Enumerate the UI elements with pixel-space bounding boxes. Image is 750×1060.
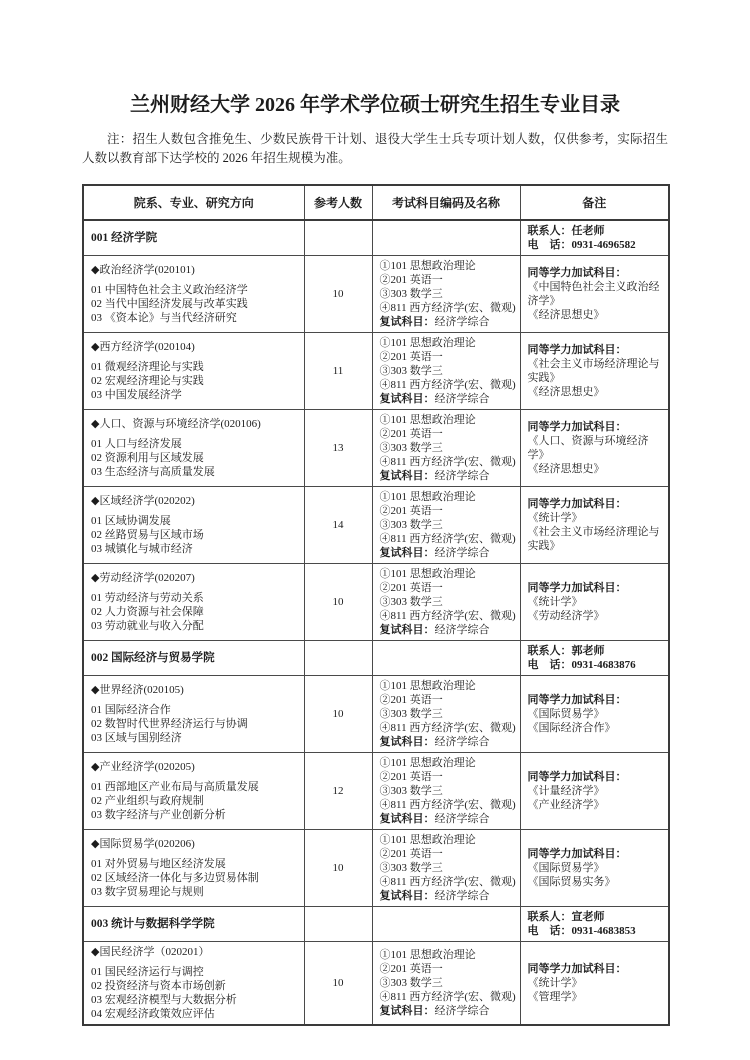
program-row xyxy=(83,333,669,410)
department-row xyxy=(83,907,669,942)
exam-subject: ③303 数学三 xyxy=(379,708,443,720)
subjects-cell xyxy=(372,907,520,942)
remark-item: 《统计学》 xyxy=(527,512,583,524)
program-row xyxy=(83,487,669,564)
retest-value: 经济学综合 xyxy=(434,393,490,405)
program-name: ◆区域经济学(020202) xyxy=(91,495,195,507)
remark-cell xyxy=(520,907,669,942)
exam-subject: ②201 英语一 xyxy=(379,505,443,517)
exam-subject: ①101 思想政治理论 xyxy=(379,491,476,503)
program-cell xyxy=(83,410,304,487)
remark-cell xyxy=(520,410,669,487)
department-row xyxy=(83,641,669,676)
program-cell xyxy=(83,487,304,564)
program-name: ◆人口、资源与环境经济学(020106) xyxy=(91,418,261,430)
remark-cell xyxy=(520,333,669,410)
exam-subject: ③303 数学三 xyxy=(379,442,443,454)
research-direction: 02 数智时代世界经济运行与协调 xyxy=(91,718,248,730)
remark-item: 《国际贸易实务》 xyxy=(527,876,616,888)
research-direction: 02 当代中国经济发展与改革实践 xyxy=(91,298,248,310)
contact-phone: 电 话：0931-4683853 xyxy=(527,925,636,937)
remark-title: 同等学力加试科目： xyxy=(527,848,627,860)
remark-item: 《社会主义市场经济理论与实践》 xyxy=(527,358,660,384)
exam-subject: ④811 西方经济学(宏、微观) xyxy=(379,533,516,545)
research-direction: 01 中国特色社会主义政治经济学 xyxy=(91,284,248,296)
research-direction: 02 宏观经济理论与实践 xyxy=(91,375,204,387)
program-row xyxy=(83,753,669,830)
retest-subject-line xyxy=(380,546,513,560)
program-cell xyxy=(83,333,304,410)
research-direction: 03 城镇化与城市经济 xyxy=(91,543,193,555)
exam-subject: ③303 数学三 xyxy=(379,365,443,377)
admission-catalog-table xyxy=(82,184,670,1026)
retest-subject-line xyxy=(380,469,513,483)
program-row xyxy=(83,564,669,641)
program-name: ◆政治经济学(020101) xyxy=(91,264,195,276)
retest-value: 经济学综合 xyxy=(434,470,490,482)
subjects-cell xyxy=(372,564,520,641)
research-direction: 02 人力资源与社会保障 xyxy=(91,606,204,618)
remark-title: 同等学力加试科目： xyxy=(527,582,627,594)
count-cell xyxy=(304,907,372,942)
exam-subject: ②201 英语一 xyxy=(379,351,443,363)
exam-subject: ③303 数学三 xyxy=(379,288,443,300)
remark-title: 同等学力加试科目： xyxy=(527,694,627,706)
exam-subject: ④811 西方经济学(宏、微观) xyxy=(379,302,516,314)
count-cell xyxy=(304,256,372,333)
remark-title: 同等学力加试科目： xyxy=(527,421,627,433)
reference-count: 10 xyxy=(332,708,344,720)
contact-person: 联系人：郭老师 xyxy=(527,645,605,657)
column-header-remark: 备注 xyxy=(520,185,669,220)
retest-subject-line xyxy=(380,315,513,329)
research-direction: 01 劳动经济与劳动关系 xyxy=(91,592,204,604)
contact-person: 联系人：宣老师 xyxy=(527,911,605,923)
exam-subject: ①101 思想政治理论 xyxy=(379,680,476,692)
table-header xyxy=(83,185,669,220)
retest-subject-line xyxy=(380,623,513,637)
reference-count: 10 xyxy=(332,596,344,608)
research-direction: 01 人口与经济发展 xyxy=(91,438,182,450)
exam-subject: ①101 思想政治理论 xyxy=(379,260,476,272)
exam-subject: ②201 英语一 xyxy=(379,963,443,975)
program-row xyxy=(83,676,669,753)
reference-count: 10 xyxy=(332,977,344,989)
reference-count: 12 xyxy=(332,785,344,797)
header-row xyxy=(83,185,669,220)
column-header-subjects: 考试科目编码及名称 xyxy=(372,185,520,220)
subjects-cell xyxy=(372,487,520,564)
count-cell xyxy=(304,676,372,753)
exam-subject: ②201 英语一 xyxy=(379,694,443,706)
program-cell xyxy=(83,753,304,830)
research-direction: 03 数字贸易理论与规则 xyxy=(91,886,204,898)
retest-label: 复试科目： xyxy=(379,1005,435,1017)
retest-label: 复试科目： xyxy=(379,736,435,748)
count-cell xyxy=(304,830,372,907)
research-direction: 02 资源利用与区域发展 xyxy=(91,452,204,464)
research-direction: 01 对外贸易与地区经济发展 xyxy=(91,858,226,870)
program-name: ◆国际贸易学(020206) xyxy=(91,838,195,850)
reference-count: 10 xyxy=(332,862,344,874)
column-header-count: 参考人数 xyxy=(304,185,372,220)
exam-subject: ①101 思想政治理论 xyxy=(379,414,476,426)
remark-title: 同等学力加试科目： xyxy=(527,963,627,975)
retest-label: 复试科目： xyxy=(379,547,435,559)
program-name: ◆国民经济学（020201） xyxy=(91,946,210,958)
count-cell xyxy=(304,333,372,410)
department-name-cell xyxy=(83,641,304,676)
count-cell xyxy=(304,220,372,256)
department-name-cell xyxy=(83,220,304,256)
remark-item: 《国际经济合作》 xyxy=(527,722,616,734)
exam-subject: ③303 数学三 xyxy=(379,596,443,608)
retest-label: 复试科目： xyxy=(379,890,435,902)
department-name: 001 经济学院 xyxy=(91,232,158,244)
subjects-cell xyxy=(372,830,520,907)
contact-person: 联系人：任老师 xyxy=(527,225,605,237)
exam-subject: ④811 西方经济学(宏、微观) xyxy=(379,379,516,391)
remark-cell xyxy=(520,641,669,676)
count-cell xyxy=(304,753,372,830)
research-direction: 03 区域与国别经济 xyxy=(91,732,182,744)
remark-item: 《国际贸易学》 xyxy=(527,708,605,720)
exam-subject: ③303 数学三 xyxy=(379,862,443,874)
retest-value: 经济学综合 xyxy=(434,624,490,636)
research-direction: 01 西部地区产业布局与高质量发展 xyxy=(91,781,259,793)
program-name: ◆劳动经济学(020207) xyxy=(91,572,195,584)
retest-subject-line xyxy=(380,812,513,826)
remark-item: 《国际贸易学》 xyxy=(527,862,605,874)
count-cell xyxy=(304,564,372,641)
department-row xyxy=(83,220,669,256)
retest-value: 经济学综合 xyxy=(434,316,490,328)
count-cell xyxy=(304,641,372,676)
remark-cell xyxy=(520,942,669,1026)
program-name: ◆西方经济学(020104) xyxy=(91,341,195,353)
research-direction: 01 微观经济理论与实践 xyxy=(91,361,204,373)
reference-count: 11 xyxy=(332,365,344,377)
subjects-cell xyxy=(372,641,520,676)
retest-label: 复试科目： xyxy=(379,316,435,328)
department-name: 003 统计与数据科学学院 xyxy=(91,918,215,930)
department-name-cell xyxy=(83,907,304,942)
retest-label: 复试科目： xyxy=(379,624,435,636)
retest-value: 经济学综合 xyxy=(434,547,490,559)
reference-count: 13 xyxy=(332,442,344,454)
remark-item: 《社会主义市场经济理论与实践》 xyxy=(527,526,660,552)
exam-subject: ④811 西方经济学(宏、微观) xyxy=(379,456,516,468)
research-direction: 03 劳动就业与收入分配 xyxy=(91,620,204,632)
exam-subject: ④811 西方经济学(宏、微观) xyxy=(379,876,516,888)
exam-subject: ②201 英语一 xyxy=(379,582,443,594)
exam-subject: ①101 思想政治理论 xyxy=(379,834,476,846)
research-direction: 01 区域协调发展 xyxy=(91,515,171,527)
retest-value: 经济学综合 xyxy=(434,1005,490,1017)
count-cell xyxy=(304,487,372,564)
count-cell xyxy=(304,942,372,1026)
exam-subject: ④811 西方经济学(宏、微观) xyxy=(379,610,516,622)
page-title: 兰州财经大学 2026 年学术学位硕士研究生招生专业目录 xyxy=(130,94,620,116)
remark-item: 《计量经济学》 xyxy=(527,785,605,797)
research-direction: 03 数字经济与产业创新分析 xyxy=(91,809,226,821)
retest-subject-line xyxy=(380,392,513,406)
exam-subject: ②201 英语一 xyxy=(379,428,443,440)
subjects-cell xyxy=(372,220,520,256)
exam-subject: ④811 西方经济学(宏、微观) xyxy=(379,722,516,734)
research-direction: 03 中国发展经济学 xyxy=(91,389,182,401)
retest-value: 经济学综合 xyxy=(434,813,490,825)
research-direction: 04 宏观经济政策效应评估 xyxy=(91,1008,215,1020)
exam-subject: ②201 英语一 xyxy=(379,771,443,783)
program-row xyxy=(83,942,669,1026)
column-header-department: 院系、专业、研究方向 xyxy=(83,185,304,220)
exam-subject: ②201 英语一 xyxy=(379,274,443,286)
program-name: ◆产业经济学(020205) xyxy=(91,761,195,773)
retest-subject-line xyxy=(380,889,513,903)
research-direction: 01 国际经济合作 xyxy=(91,704,171,716)
exam-subject: ③303 数学三 xyxy=(379,519,443,531)
research-direction: 02 投资经济与资本市场创新 xyxy=(91,980,226,992)
note-paragraph: 注：招生人数包含推免生、少数民族骨干计划、退役大学生士兵专项计划人数，仅供参考，实际招生人数以教育部下达学校的 2026 年招生规模为准。 xyxy=(82,132,668,165)
contact-phone: 电 话：0931-4696582 xyxy=(527,239,636,251)
exam-subject: ④811 西方经济学(宏、微观) xyxy=(379,799,516,811)
research-direction: 03 《资本论》与当代经济研究 xyxy=(91,312,237,324)
exam-subject: ②201 英语一 xyxy=(379,848,443,860)
program-cell xyxy=(83,564,304,641)
remark-cell xyxy=(520,676,669,753)
program-cell xyxy=(83,830,304,907)
remark-item: 《人口、资源与环境经济学》 xyxy=(527,435,649,461)
table-body xyxy=(83,220,669,1025)
remark-cell xyxy=(520,487,669,564)
remark-cell xyxy=(520,753,669,830)
subjects-cell xyxy=(372,753,520,830)
remark-item: 《管理学》 xyxy=(527,991,583,1003)
remark-item: 《产业经济学》 xyxy=(527,799,605,811)
research-direction: 03 生态经济与高质量发展 xyxy=(91,466,215,478)
reference-count: 10 xyxy=(332,288,344,300)
remark-title: 同等学力加试科目： xyxy=(527,267,627,279)
research-direction: 03 宏观经济模型与大数据分析 xyxy=(91,994,237,1006)
retest-value: 经济学综合 xyxy=(434,736,490,748)
exam-subject: ①101 思想政治理论 xyxy=(379,337,476,349)
program-cell xyxy=(83,676,304,753)
remark-item: 《经济思想史》 xyxy=(527,309,605,321)
program-name: ◆世界经济(020105) xyxy=(91,684,184,696)
reference-count: 14 xyxy=(332,519,344,531)
subjects-cell xyxy=(372,256,520,333)
research-direction: 02 丝路贸易与区域市场 xyxy=(91,529,204,541)
count-cell xyxy=(304,410,372,487)
exam-subject: ①101 思想政治理论 xyxy=(379,568,476,580)
remark-cell xyxy=(520,256,669,333)
research-direction: 02 区域经济一体化与多边贸易体制 xyxy=(91,872,259,884)
exam-subject: ①101 思想政治理论 xyxy=(379,757,476,769)
program-cell xyxy=(83,256,304,333)
exam-subject: ③303 数学三 xyxy=(379,977,443,989)
remark-cell xyxy=(520,564,669,641)
research-direction: 01 国民经济运行与调控 xyxy=(91,966,204,978)
exam-subject: ①101 思想政治理论 xyxy=(379,949,476,961)
program-row xyxy=(83,256,669,333)
remark-item: 《统计学》 xyxy=(527,977,583,989)
exam-subject: ③303 数学三 xyxy=(379,785,443,797)
retest-value: 经济学综合 xyxy=(434,890,490,902)
retest-label: 复试科目： xyxy=(379,813,435,825)
remark-item: 《劳动经济学》 xyxy=(527,610,605,622)
contact-phone: 电 话：0931-4683876 xyxy=(527,659,636,671)
subjects-cell xyxy=(372,942,520,1026)
remark-item: 《经济思想史》 xyxy=(527,463,605,475)
remark-title: 同等学力加试科目： xyxy=(527,498,627,510)
retest-label: 复试科目： xyxy=(379,393,435,405)
remark-title: 同等学力加试科目： xyxy=(527,344,627,356)
subjects-cell xyxy=(372,676,520,753)
exam-subject: ④811 西方经济学(宏、微观) xyxy=(379,991,516,1003)
research-direction: 02 产业组织与政府规制 xyxy=(91,795,204,807)
remark-cell xyxy=(520,220,669,256)
program-row xyxy=(83,830,669,907)
remark-item: 《统计学》 xyxy=(527,596,583,608)
program-cell xyxy=(83,942,304,1026)
retest-subject-line xyxy=(380,1004,513,1018)
remark-title: 同等学力加试科目： xyxy=(527,771,627,783)
subjects-cell xyxy=(372,410,520,487)
retest-subject-line xyxy=(380,735,513,749)
subjects-cell xyxy=(372,333,520,410)
remark-cell xyxy=(520,830,669,907)
remark-item: 《中国特色社会主义政治经济学》 xyxy=(527,281,660,307)
department-name: 002 国际经济与贸易学院 xyxy=(91,652,215,664)
remark-item: 《经济思想史》 xyxy=(527,386,605,398)
program-row xyxy=(83,410,669,487)
retest-label: 复试科目： xyxy=(379,470,435,482)
